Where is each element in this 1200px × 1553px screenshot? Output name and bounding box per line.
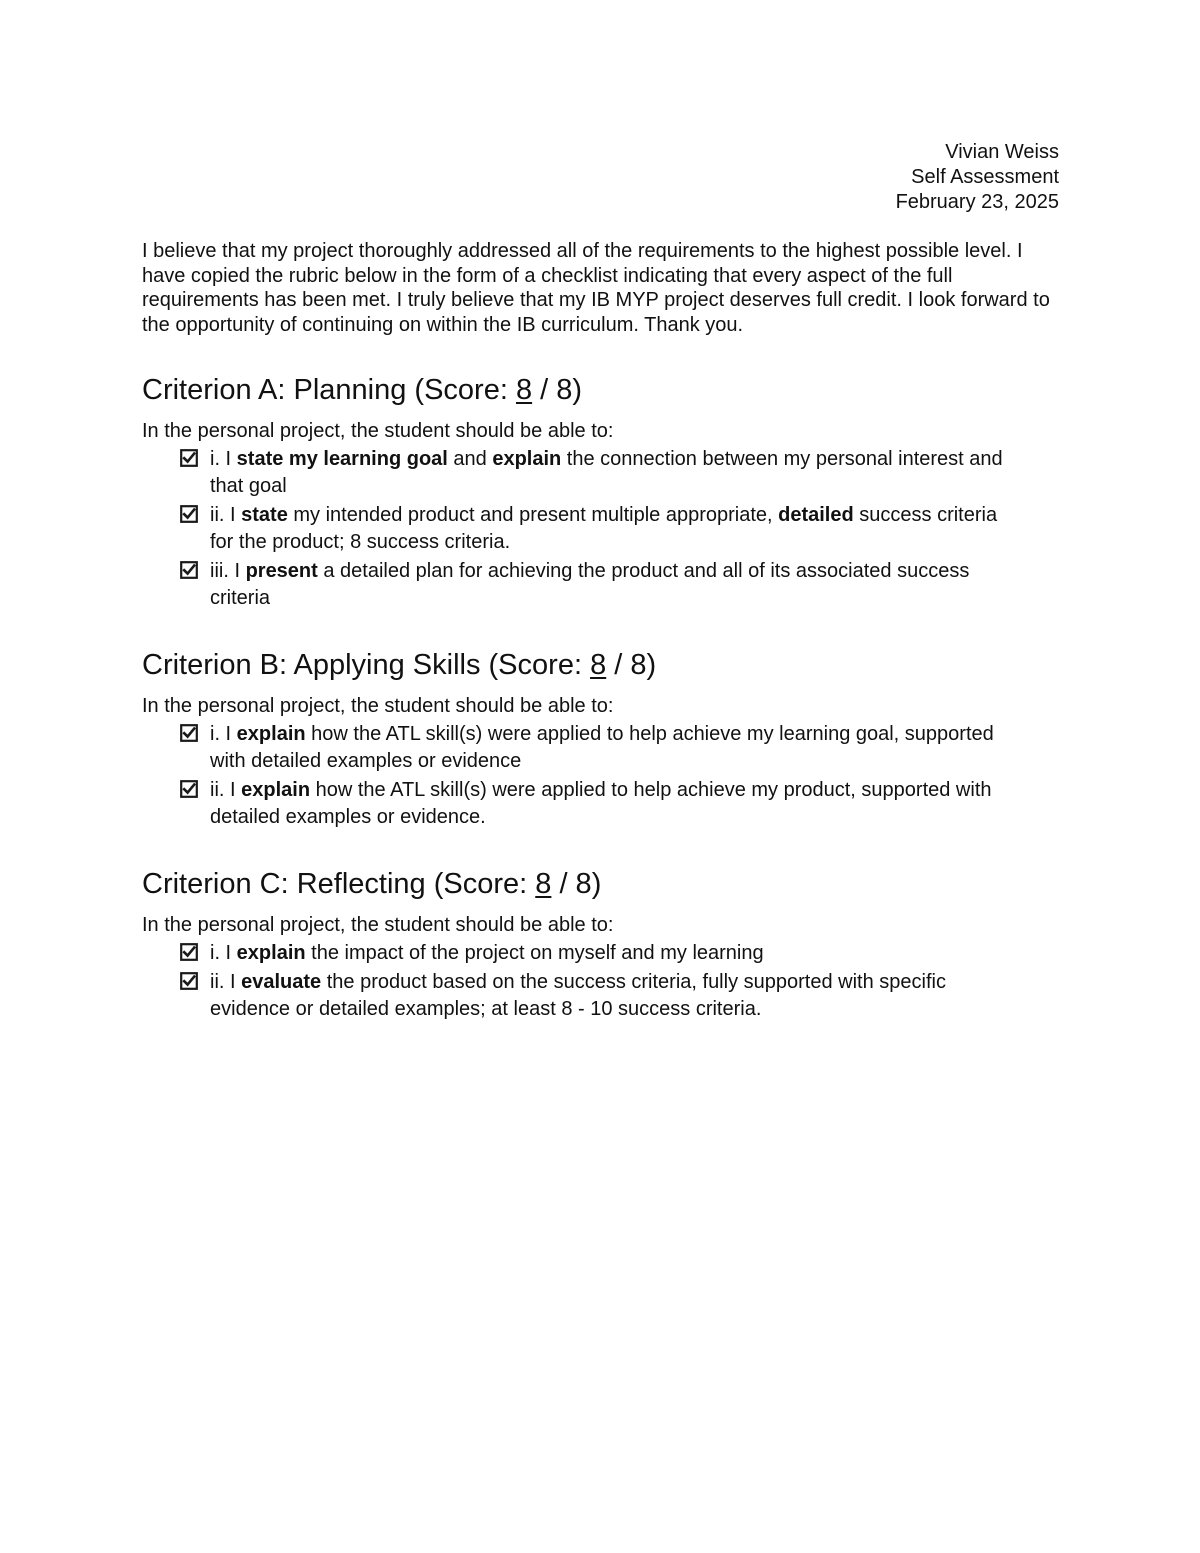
checklist <box>142 446 1059 612</box>
bold-keyword: present <box>245 560 318 582</box>
bold-keyword: explain <box>492 448 562 470</box>
item-text-segment: how the ATL skill(s) were applied to help achieve my product, supported with detailed examples or evidence. <box>210 779 992 828</box>
checklist-item-text <box>210 940 1020 967</box>
bold-keyword: evaluate <box>241 971 322 993</box>
checklist-item-text <box>210 721 1020 775</box>
criterion-title-prefix: Criterion A: Planning (Score: <box>142 374 516 406</box>
criterion-title-suffix: / 8) <box>532 374 583 406</box>
criterion-title <box>142 648 1059 682</box>
checked-box-icon <box>180 505 198 523</box>
checklist-item <box>142 969 1059 1023</box>
checklist-item <box>142 940 1059 967</box>
checklist-item-text <box>210 446 1020 500</box>
document-type: Self Assessment <box>911 166 1059 188</box>
checklist-item <box>142 558 1059 612</box>
item-text-segment: how the ATL skill(s) were applied to help achieve my learning goal, supported with detailed examples or evidence <box>210 723 994 772</box>
criterion-title-prefix: Criterion C: Reflecting (Score: <box>142 868 536 900</box>
document-header <box>142 140 1059 215</box>
criterion-title-suffix: / 8) <box>551 868 602 900</box>
item-text-segment: a detailed plan for achieving the product and all of its associated success criteria <box>210 560 970 609</box>
item-text-segment: i. I <box>210 448 237 470</box>
checklist-item-text <box>210 969 1020 1023</box>
item-text-segment: the impact of the project on myself and my learning <box>305 942 764 964</box>
author-name: Vivian Weiss <box>945 141 1059 163</box>
document-page <box>142 140 1059 1025</box>
document-date: February 23, 2025 <box>895 191 1059 213</box>
bold-keyword: state <box>241 504 288 526</box>
bold-keyword: state my learning goal <box>236 448 448 470</box>
checklist-item-text <box>210 558 1020 612</box>
item-text-segment: ii. I <box>210 504 242 526</box>
item-text-segment: success criteria for the product; 8 success criteria. <box>210 504 998 553</box>
item-text-segment: the product based on the success criteria, fully supported with specific evidence or detailed examples; at least 8 - 10 success criteria. <box>210 971 946 1020</box>
criterion-section-a <box>142 373 1059 612</box>
checklist-item-text <box>210 502 1020 556</box>
intro-paragraph: I believe that my project thoroughly addressed all of the requirements to the highest possible level. I have copied the rubric below in the form of a checklist indicating that every aspect of the full requirements has been met. I truly believe that my IB MYP project deserves full credit. I look forward to the opportunity of continuing on within the IB curriculum. Thank you. <box>142 240 1050 336</box>
checked-box-icon <box>180 449 198 467</box>
checked-box-icon <box>180 972 198 990</box>
checked-box-icon <box>180 943 198 961</box>
criterion-section-c <box>142 867 1059 1023</box>
criterion-lead: In the personal project, the student should be able to: <box>142 914 614 936</box>
criterion-lead: In the personal project, the student should be able to: <box>142 420 614 442</box>
item-text-segment: i. I <box>210 942 237 964</box>
bold-keyword: explain <box>236 942 306 964</box>
criteria-list <box>142 373 1059 1023</box>
item-text-segment: and <box>447 448 493 470</box>
checklist-item <box>142 721 1059 775</box>
criterion-score: 8 <box>590 649 607 681</box>
bold-keyword: explain <box>236 723 306 745</box>
item-text-segment: ii. I <box>210 779 242 801</box>
criterion-title-prefix: Criterion B: Applying Skills (Score: <box>142 649 591 681</box>
criterion-score: 8 <box>515 374 533 406</box>
item-text-segment: my intended product and present multiple appropriate, <box>287 504 779 526</box>
criterion-title <box>142 373 1059 407</box>
criterion-title <box>142 867 1059 901</box>
checklist-item <box>142 502 1059 556</box>
item-text-segment: the connection between my personal interest and that goal <box>210 448 1003 497</box>
checklist-item <box>142 446 1059 500</box>
checked-box-icon <box>180 724 198 742</box>
bold-keyword: explain <box>241 779 311 801</box>
checklist-item-text <box>210 777 1020 831</box>
checklist-item <box>142 777 1059 831</box>
criterion-lead: In the personal project, the student should be able to: <box>142 695 614 717</box>
checklist <box>142 940 1059 1023</box>
criterion-section-b <box>142 648 1059 831</box>
checked-box-icon <box>180 780 198 798</box>
item-text-segment: iii. I <box>210 560 246 582</box>
item-text-segment: ii. I <box>210 971 242 993</box>
criterion-score: 8 <box>535 868 552 900</box>
item-text-segment: i. I <box>210 723 237 745</box>
checked-box-icon <box>180 561 198 579</box>
bold-keyword: detailed <box>778 504 854 526</box>
criterion-title-suffix: / 8) <box>606 649 657 681</box>
checklist <box>142 721 1059 831</box>
